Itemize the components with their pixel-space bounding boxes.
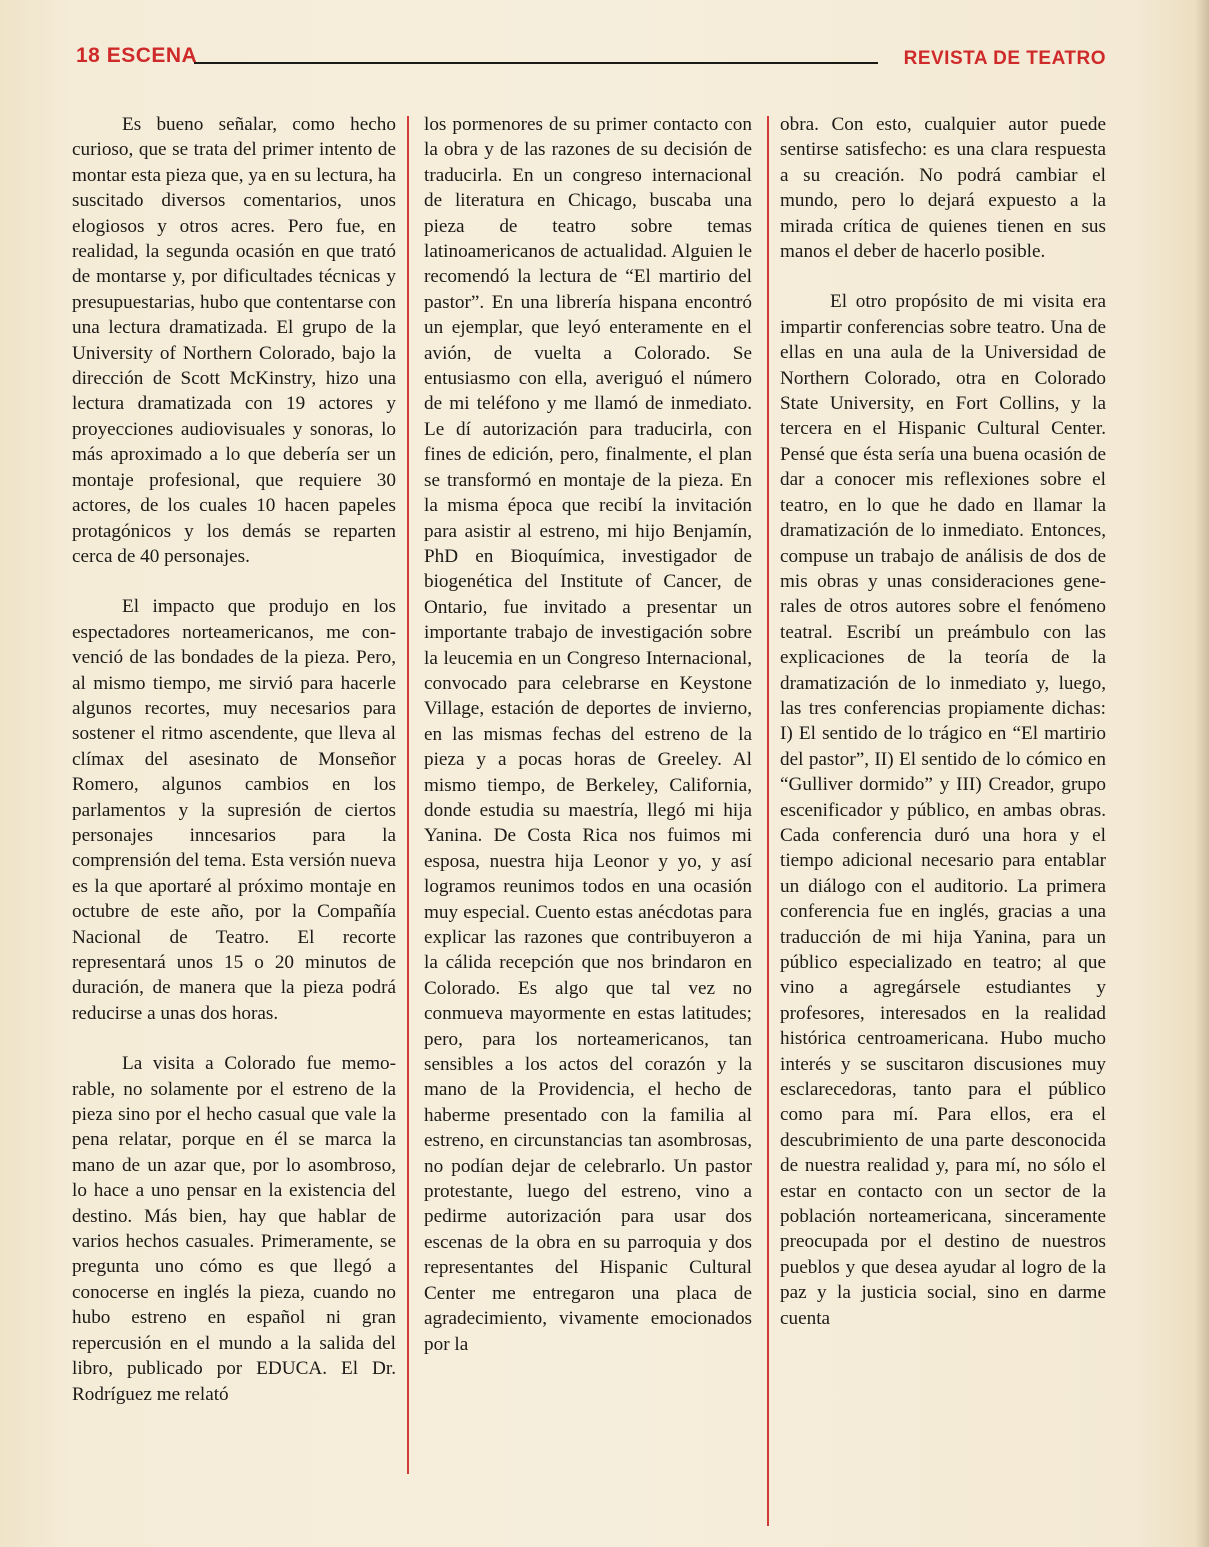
column-divider — [407, 116, 409, 1474]
paragraph: La visita a Colorado fue memorable, no solamente por el estreno de la pieza sino por el hecho casual que vale la pena relatar, porque en él se marca la mano de un azar que, por lo asombroso, lo hace a uno pensar en la existencia del destino. Más bien, hay que hablar de varios hechos casuales. Primeramente, se pregunta uno cómo es que llegó a conocerse en inglés la pieza, cuando no hubo estreno en español ni gran repercusión en el mundo a la salida del libro, publicado por EDUCA. El Dr. Rodríguez me relató — [72, 1053, 396, 1405]
text-column-1 — [72, 112, 396, 1407]
text-column-2 — [424, 112, 752, 1357]
page-header — [76, 40, 1106, 74]
column-divider — [767, 116, 769, 1526]
page-number-section: 18 ESCENA — [76, 44, 198, 67]
paragraph: obra. Con esto, cualquier autor puede sentirse satisfecho: es una clara respuesta a su creación. No podrá cambiar el mundo, pero lo dejará expuesto a la mirada crítica de quienes tienen en sus manos el deber de hacerlo posible. — [780, 114, 1106, 263]
magazine-title: REVISTA DE TEATRO — [903, 48, 1106, 69]
page-edge-shadow — [1195, 0, 1209, 1547]
paragraph: El impacto que produjo en los espectadores norteamericanos, me convenció de las bondades de la pieza. Pero, al mismo tiempo, me sirvió para hacerle algunos recortes, muy necesarios para sostener el ritmo ascendente, que lleva al clímax del asesinato de Monseñor Romero, algunos cambios en los parlamentos y la supresión de ciertos personajes inncesarios para la comprensión del tema. Esta versión nueva es la que aportaré al próximo montaje en octubre de este año, por la Compañía Nacional de Teatro. El recorte representará unos 15 o 20 minutos de duración, de manera que la pieza podrá reducirse a unas dos horas. — [72, 596, 396, 1024]
text-column-3 — [780, 112, 1106, 1331]
paragraph: El otro propósito de mi visita era impartir conferencias sobre teatro. Una de ellas en una aula de la Universidad de Northern Colorado, otra en Colorado State University, en Fort Collins, y la tercera en el Hispanic Cultural Center. Pensé que ésta sería una buena ocasión de dar a conocer mis reflexiones sobre el teatro, en lo que he dado en llamar la dramatización de lo inmediato. Entonces, compuse un trabajo de análisis de dos de mis obras y unas consideraciones generales de otros autores sobre el fenómeno teatral. Escribí un preámbulo con las explicaciones de la teoría de la dramatización de lo inmediato y, luego, las tres conferencias propiamente dichas: I) El sentido de lo trágico en “El martirio del pastor”, II) El sentido de lo cómico en “Gulliver dormido” y III) Creador, grupo escenificador y público, en ambas obras. Cada conferencia duró una hora y el tiempo adicional necesario para entablar un diálogo con el auditorio. La primera conferencia fue en inglés, gracias a una traducción de mi hija Yanina, para un público especializado en teatro; al que vino a agregársele estudiantes y profesores, interesados en la realidad histórica centroamericana. Hubo mucho interés y se suscitaron discusiones muy esclarecedoras, tanto para el público como para mí. Para ellos, era el descubrimiento de una parte desconocida de nuestra realidad y, para mí, no sólo el estar en contacto con un sector de la población norteamericana, sinceramente preocupada por el destino de nuestros pueblos y que desea ayudar al logro de la paz y la justicia social, sino en darme cuenta — [780, 291, 1106, 1329]
paragraph: los pormenores de su primer contacto con la obra y de las razones de su decisión de traducirla. En un congreso internacional de literatura en Chicago, buscaba una pieza de teatro sobre temas latinoamericanos de actualidad. Alguien le recomendó la lectura de “El martirio del pastor”. En una librería hispana encontró un ejemplar, que leyó enteramente en el avión, de vuelta a Colorado. Se entusiasmo con ella, averiguó el número de mi teléfono y me llamó de inmediato. Le dí autorización para traducirla, con fines de edición, pero, finalmente, el plan se transformó en montaje de la pieza. En la misma época que recibí la invitación para asistir al estreno, mi hijo Benjamín, PhD en Bioquímica, investigador de biogenética del Institute of Cancer, de Ontario, fue invitado a presentar un importante trabajo de investigación sobre la leucemia en un Congreso Internacional, convocado para celebrarse en Keystone Village, estación de deportes de invierno, en las mismas fechas del estreno de la pieza y a pocas horas de Greeley. Al mismo tiempo, de Berkeley, California, donde estudia su maestría, llegó mi hija Yanina. De Costa Rica nos fuimos mi esposa, nuestra hija Leonor y yo, y así logramos reunimos todos en una ocasión muy especial. Cuento estas anécdotas para explicar las razones que contribuyeron a la cálida recepción que nos brindaron en Colorado. Es algo que tal vez no conmueva mayormente en estas latitudes; pero, para los norteamericanos, tan sensibles a los actos del corazón y la mano de la Providencia, el hecho de haberme presentado con la familia al estreno, en circunstancias tan asombrosas, no podían dejar de celebrarlo. Un pastor protestante, luego del estreno, vino a pedirme autorización para usar dos escenas de la obra en su parroquia y dos representantes del Hispanic Cultural Center me entregaron una placa de agradecimiento, vivamente emocionados por la — [424, 114, 752, 1355]
paragraph: Es bueno señalar, como hecho curioso, que se trata del primer intento de montar esta pieza que, ya en su lectura, ha suscitado diversos comentarios, unos elogiosos y otros acres. Pero fue, en realidad, la segunda ocasión en que trató de montarse y, por dificultades técnicas y presupuestarias, hubo que contentarse con una lectura dramatizada. El grupo de la University of Northern Colorado, bajo la dirección de Scott McKinstry, hizo una lectura dramatizada con 19 actores y proyecciones audiovisuales y sonoras, lo más aproximado a lo que debería ser un montaje profesional, que requiere 30 actores, de los cuales 10 hacen papeles protagónicos y los demás se reparten cerca de 40 personajes. — [72, 114, 396, 567]
header-rule — [194, 62, 878, 64]
